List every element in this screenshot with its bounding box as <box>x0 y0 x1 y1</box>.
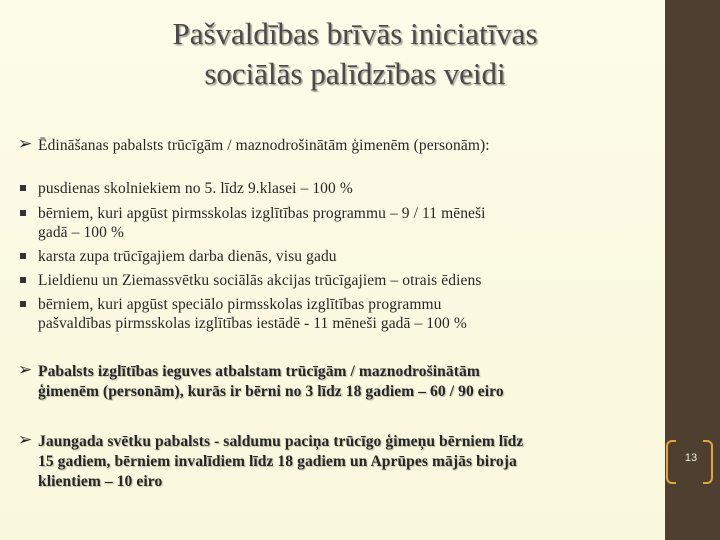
title-line-2: sociālās palīdzības veidi <box>204 56 506 91</box>
list-item-2-cont: gadā – 100 % <box>38 224 124 241</box>
arrow-bullet-icon: ➢ <box>18 134 33 153</box>
square-bullet-icon <box>20 185 26 191</box>
square-bullet-icon <box>20 277 26 283</box>
list-item-3: karsta zupa trūcīgajiem darba dienās, visu gadu <box>38 248 337 265</box>
page-number: 13 <box>684 452 698 464</box>
title-line-1: Pašvaldības brīvās iniciatīvas <box>172 16 538 51</box>
square-bullet-icon <box>20 301 26 307</box>
slide-title <box>30 14 680 94</box>
arrow-bullet-icon: ➢ <box>18 430 33 449</box>
list-item-4: Lieldienu un Ziemassvētku sociālās akcijas trūcīgajiem – otrais ēdiens <box>38 272 482 289</box>
square-bullet-icon <box>20 253 26 259</box>
section-3-line-1: Jaungada svētku pabalsts - saldumu paciņa trūcīgo ģimeņu bērniem līdz <box>38 433 524 450</box>
section-2-line-1: Pabalsts izglītības ieguves atbalstam trūcīgām / maznodrošinātām <box>38 363 480 380</box>
arrow-bullet-icon: ➢ <box>18 360 33 379</box>
list-item-2: bērniem, kuri apgūst pirmsskolas izglītības programmu – 9 / 11 mēneši <box>38 205 486 222</box>
section-2-line-2: ģimenēm (personām), kurās ir bērni no 3 līdz 18 gadiem – 60 / 90 eiro <box>38 383 504 400</box>
bracket-left-icon <box>666 440 676 484</box>
section-3-line-3: klientiem – 10 eiro <box>38 473 163 490</box>
section-1-heading: Ēdināšanas pabalsts trūcīgām / maznodrošinātām ģimenēm (personām): <box>38 137 490 154</box>
section-3-line-2: 15 gadiem, bērniem invalīdiem līdz 18 gadiem un Aprūpes mājās biroja <box>38 453 517 470</box>
list-item-5-cont: pašvaldības pirmsskolas izglītības iestādē - 11 mēneši gadā – 100 % <box>38 315 467 332</box>
list-item-5: bērniem, kuri apgūst speciālo pirmsskolas izglītības programmu <box>38 296 442 313</box>
list-item-1: pusdienas skolniekiem no 5. līdz 9.klasei – 100 % <box>38 180 353 197</box>
square-bullet-icon <box>20 210 26 216</box>
